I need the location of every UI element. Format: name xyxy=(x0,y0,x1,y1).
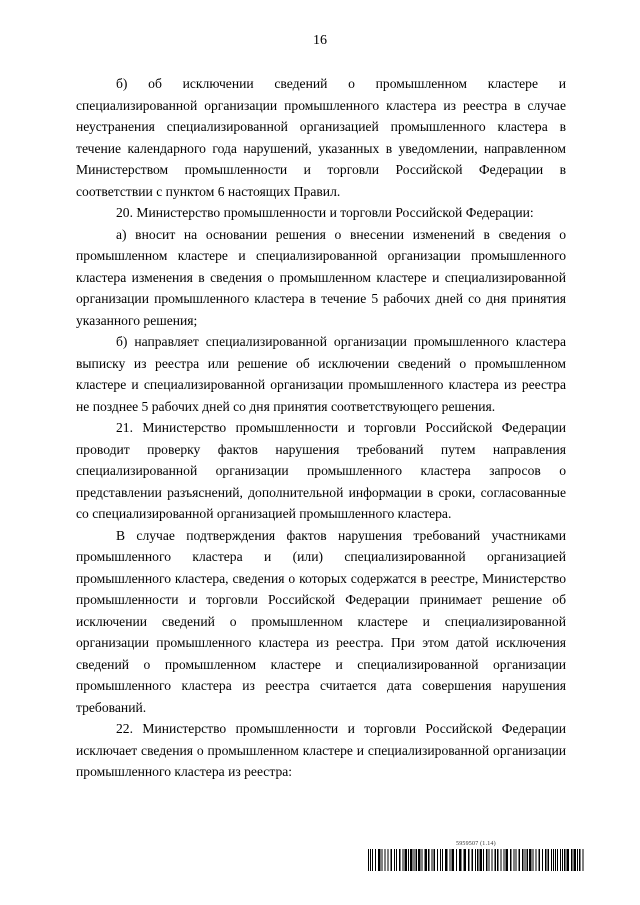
paragraph-19b: б) об исключении сведений о промышленном кластере и специализированной организации промышленного кластера из реестра в случае неустранения специализированной организацией промышленного кластера в течение календарного года нарушений, указанных в уведомлении, направленном Министерством промышленности и торговли Российской Федерации в соответствии с пунктом 6 настоящих Правил. xyxy=(76,76,566,199)
paragraph-21: 21. Министерство промышленности и торговли Российской Федерации проводит проверку фактов нарушения требований путем направления специализированной организации промышленного кластера запросов о представлении разъяснений, дополнительной информации в сроки, согласованные со специализированной организацией промышленного кластера. xyxy=(76,420,566,521)
page-number: 16 xyxy=(313,33,327,48)
barcode xyxy=(368,849,586,871)
paragraph-21-cont: В случае подтверждения фактов нарушения требований участниками промышленного кластера и (или) специализированной организацией промышленного кластера, сведения о которых содержатся в реестре, Министерство промышленности и торговли Российской Федерации принимает решение об исключении сведений о промышленном кластере и специализированной организации промышленного кластера из реестра. При этом датой исключения сведений о промышленном кластере и специализированной организации промышленного кластера из реестра считается дата совершения нарушения требований. xyxy=(76,527,566,715)
paragraph-22: 22. Министерство промышленности и торговли Российской Федерации исключает сведения о промышленном кластере и специализированной организации промышленного кластера из реестра: xyxy=(76,721,566,779)
paragraph-20: 20. Министерство промышленности и торговли Российской Федерации: xyxy=(116,205,534,220)
paragraph-20b: б) направляет специализированной организации промышленного кластера выписку из реестра или решение об исключении сведений о промышленном кластере и специализированной организации промышленного кластера из реестра не позднее 5 рабочих дней со дня принятия соответствующего решения. xyxy=(76,334,566,414)
document-body xyxy=(76,73,566,783)
document-code: 5959507 (1.14) xyxy=(456,841,496,847)
paragraph-20a: а) вносит на основании решения о внесении изменений в сведения о промышленном кластере и специализированной организации промышленного кластера изменения в сведения о промышленном кластере и специализированной организации промышленного кластера в течение 5 рабочих дней со дня принятия указанного решения; xyxy=(76,226,566,328)
